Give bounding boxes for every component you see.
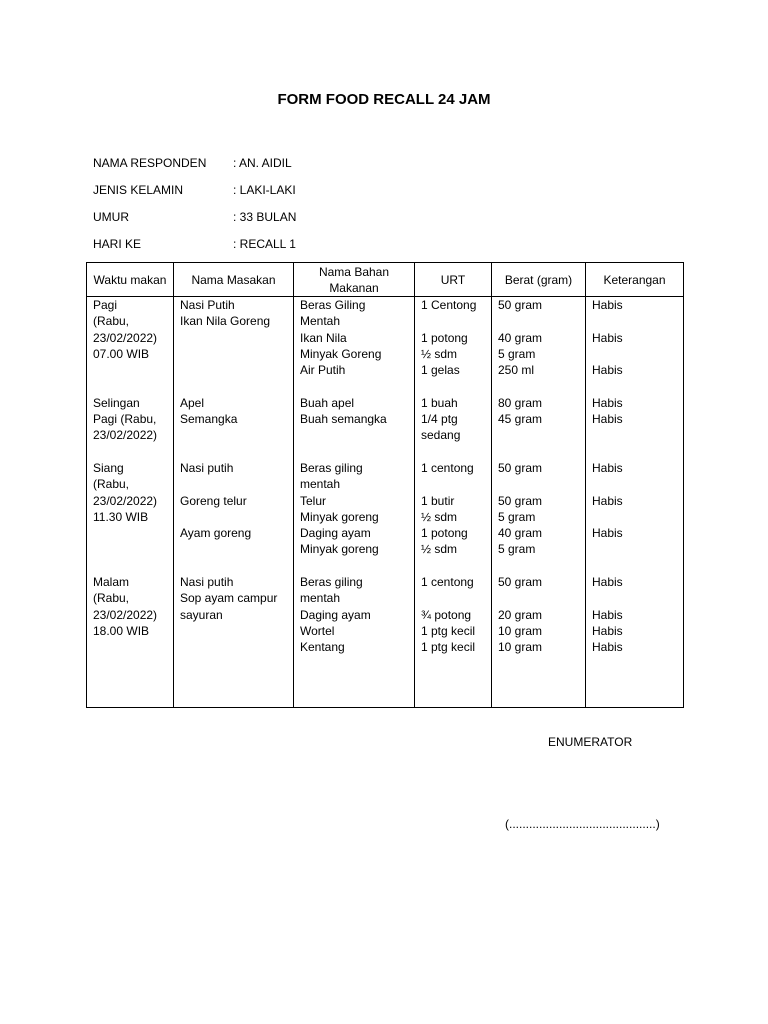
info-row-nama-responden — [93, 156, 292, 170]
cell-urt — [415, 297, 492, 708]
cell-line: Beras Giling — [300, 298, 366, 312]
cell-line — [421, 590, 491, 606]
info-row-hari-ke — [93, 237, 296, 251]
cell-line — [93, 541, 173, 557]
header-waktu-makan: Waktu makan — [87, 263, 174, 297]
cell-line: (Rabu, — [93, 477, 130, 492]
cell-line — [180, 476, 293, 492]
info-label: JENIS KELAMIN — [93, 183, 184, 197]
cell-line — [498, 558, 585, 574]
cell-line — [180, 509, 293, 525]
cell-line: 1 centong — [421, 575, 474, 590]
cell-line: 1 butir — [421, 493, 455, 508]
cell-line: 40 gram — [498, 330, 543, 345]
cell-line — [498, 590, 585, 606]
cell-line — [180, 346, 293, 362]
cell-line: Air Putih — [300, 363, 346, 378]
cell-line — [300, 558, 414, 574]
table-header-row — [87, 263, 684, 297]
cell-berat — [492, 297, 586, 708]
cell-line: Goreng telur — [180, 493, 247, 508]
cell-line: Kentang — [300, 640, 345, 655]
cell-line: Telur — [300, 493, 327, 508]
cell-line: Daging ayam — [300, 607, 371, 622]
cell-line: Daging ayam — [300, 526, 371, 541]
cell-line: Habis — [592, 526, 623, 541]
cell-line: Habis — [592, 330, 623, 345]
cell-line — [93, 378, 173, 394]
cell-line: Minyak Goreng — [300, 346, 382, 361]
cell-line — [300, 444, 414, 460]
cell-line: 50 gram — [498, 493, 543, 508]
cell-line — [421, 378, 491, 394]
cell-line: sedang — [421, 428, 461, 443]
cell-line: Beras giling — [300, 575, 363, 590]
cell-line: 10 gram — [498, 640, 543, 655]
cell-line: Minyak goreng — [300, 542, 379, 557]
info-row-jenis-kelamin — [93, 183, 296, 197]
cell-nama-masakan — [174, 297, 294, 708]
cell-line: Sop ayam campur — [180, 591, 278, 606]
cell-line: Habis — [592, 493, 623, 508]
cell-line — [421, 444, 491, 460]
cell-keterangan — [586, 297, 684, 708]
info-label: HARI KE — [93, 237, 142, 251]
cell-line: 1 gelas — [421, 363, 460, 378]
cell-line: 1 potong — [421, 330, 468, 345]
cell-line — [93, 525, 173, 541]
cell-line — [498, 378, 585, 394]
table-row — [87, 297, 684, 708]
cell-line: ½ sdm — [421, 346, 458, 361]
cell-line — [592, 476, 683, 492]
cell-line — [180, 330, 293, 346]
cell-line — [421, 313, 491, 329]
cell-line: 1 potong — [421, 526, 468, 541]
cell-line: 11.30 WIB — [93, 509, 149, 524]
cell-line: 1 Centong — [421, 298, 477, 312]
cell-line: Habis — [592, 575, 623, 590]
header-nama-masakan: Nama Masakan — [174, 263, 294, 297]
cell-line: Ikan Nila Goreng — [180, 314, 271, 329]
cell-line: Habis — [592, 623, 623, 638]
cell-line: 20 gram — [498, 607, 543, 622]
cell-line — [93, 444, 173, 460]
cell-line: Nasi Putih — [180, 298, 235, 312]
cell-line: 1 ptg kecil — [421, 623, 476, 638]
cell-line: Beras giling — [300, 460, 363, 475]
cell-line: Ayam goreng — [180, 526, 252, 541]
cell-waktu-makan — [87, 297, 174, 708]
cell-line: ¾ potong — [421, 607, 472, 622]
cell-line: 50 gram — [498, 298, 543, 312]
cell-line: (Rabu, — [93, 591, 130, 606]
food-recall-table — [86, 262, 684, 708]
cell-line: 50 gram — [498, 575, 543, 590]
cell-line: 5 gram — [498, 509, 536, 524]
cell-line: 50 gram — [498, 460, 543, 475]
cell-line — [592, 558, 683, 574]
cell-line: Habis — [592, 640, 623, 655]
cell-line: 23/02/2022) — [93, 493, 158, 508]
cell-line — [592, 509, 683, 525]
cell-line — [180, 378, 293, 394]
info-value: : 33 BULAN — [233, 210, 297, 224]
cell-line: 40 gram — [498, 526, 543, 541]
cell-line: Pagi (Rabu, — [93, 412, 157, 427]
cell-line — [498, 313, 585, 329]
cell-line: mentah — [300, 591, 341, 606]
cell-line — [300, 427, 414, 443]
cell-line: Buah semangka — [300, 412, 387, 427]
cell-line: 07.00 WIB — [93, 346, 150, 361]
cell-line: 1/4 ptg — [421, 412, 458, 427]
info-label: UMUR — [93, 210, 129, 224]
cell-line: 1 centong — [421, 460, 474, 475]
header-urt: URT — [415, 263, 492, 297]
cell-line: Pagi — [93, 298, 118, 312]
cell-line: 1 buah — [421, 395, 458, 410]
cell-line: Habis — [592, 363, 623, 378]
cell-line — [592, 427, 683, 443]
cell-line: sayuran — [180, 607, 223, 622]
cell-line — [93, 558, 173, 574]
cell-line — [592, 378, 683, 394]
cell-line: Ikan Nila — [300, 330, 347, 345]
cell-line — [592, 346, 683, 362]
cell-line: Semangka — [180, 412, 238, 427]
cell-line: Buah apel — [300, 395, 355, 410]
cell-line — [180, 427, 293, 443]
signature-line: (............................................) — [505, 817, 660, 831]
cell-line — [592, 541, 683, 557]
cell-line — [421, 476, 491, 492]
cell-line: 45 gram — [498, 412, 543, 427]
cell-line: Mentah — [300, 314, 341, 329]
cell-line: mentah — [300, 477, 341, 492]
cell-line: 250 ml — [498, 363, 535, 378]
cell-line — [592, 313, 683, 329]
cell-line: Habis — [592, 395, 623, 410]
cell-line — [180, 541, 293, 557]
info-label: NAMA RESPONDEN — [93, 156, 207, 170]
cell-line — [180, 444, 293, 460]
enumerator-label: ENUMERATOR — [548, 735, 633, 749]
header-nama-bahan-makanan: Nama Bahan Makanan — [294, 263, 415, 297]
cell-line: 80 gram — [498, 395, 543, 410]
cell-line: Habis — [592, 460, 623, 475]
cell-line — [300, 378, 414, 394]
cell-line: Habis — [592, 298, 623, 312]
cell-line: Apel — [180, 395, 205, 410]
cell-line: 5 gram — [498, 346, 536, 361]
header-keterangan: Keterangan — [586, 263, 684, 297]
cell-line: 23/02/2022) — [93, 607, 158, 622]
cell-line — [421, 558, 491, 574]
cell-line — [592, 590, 683, 606]
cell-line: Minyak goreng — [300, 509, 379, 524]
cell-line — [180, 558, 293, 574]
cell-line — [180, 362, 293, 378]
info-value: : RECALL 1 — [233, 237, 296, 251]
form-title: FORM FOOD RECALL 24 JAM — [277, 91, 491, 108]
cell-line: (Rabu, — [93, 314, 130, 329]
cell-line: ½ sdm — [421, 542, 458, 557]
cell-line: Siang — [93, 460, 124, 475]
cell-line: 5 gram — [498, 542, 536, 557]
cell-line: Nasi putih — [180, 460, 234, 475]
cell-line: 23/02/2022) — [93, 330, 158, 345]
cell-line: 10 gram — [498, 623, 543, 638]
info-row-umur — [93, 210, 296, 224]
cell-line: 18.00 WIB — [93, 623, 150, 638]
cell-nama-bahan — [294, 297, 415, 708]
header-berat: Berat (gram) — [492, 263, 586, 297]
cell-line — [592, 444, 683, 460]
cell-line — [93, 362, 173, 378]
info-value: : LAKI-LAKI — [233, 183, 296, 197]
cell-line — [498, 476, 585, 492]
cell-line: ½ sdm — [421, 509, 458, 524]
cell-line: Habis — [592, 412, 623, 427]
info-value: : AN. AIDIL — [233, 156, 292, 170]
cell-line — [498, 444, 585, 460]
cell-line: Wortel — [300, 623, 335, 638]
cell-line: 23/02/2022) — [93, 428, 158, 443]
cell-line: Selingan — [93, 395, 140, 410]
cell-line: Habis — [592, 607, 623, 622]
cell-line: 1 ptg kecil — [421, 640, 476, 655]
cell-line — [498, 427, 585, 443]
cell-line: Malam — [93, 575, 130, 590]
cell-line: Nasi putih — [180, 575, 234, 590]
